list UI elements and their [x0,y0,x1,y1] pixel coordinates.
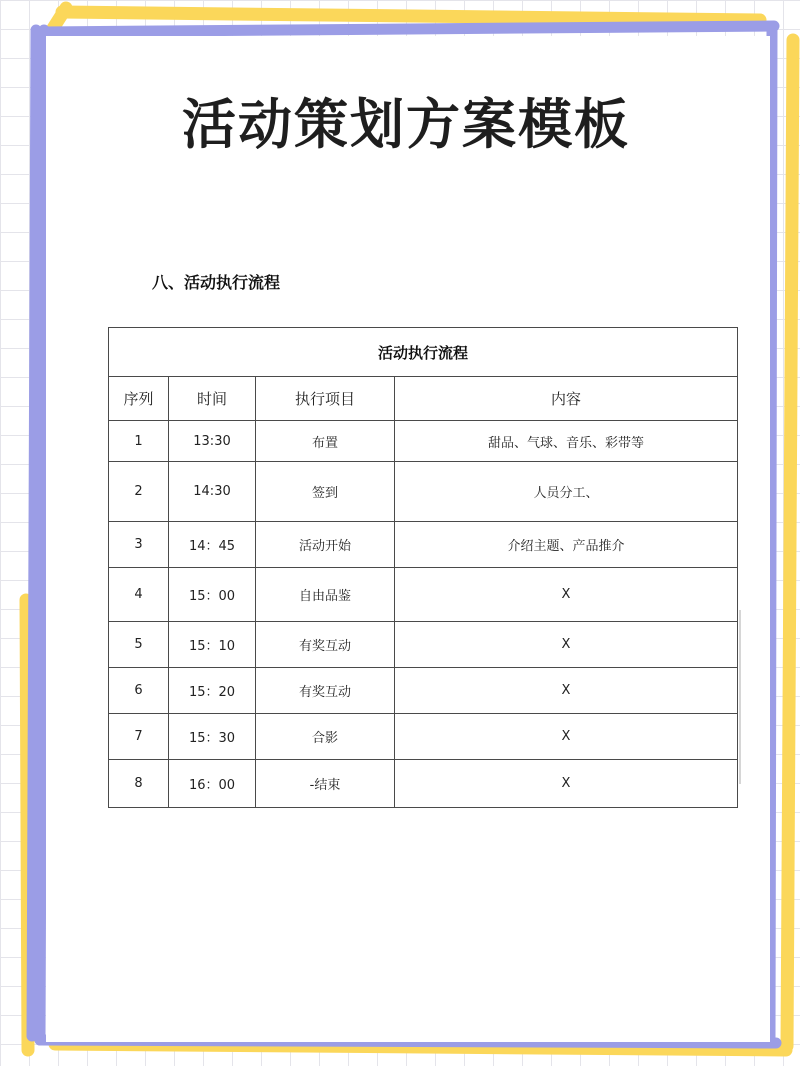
column-header-sequence: 序列 [109,377,169,421]
cell-sequence: 3 [109,522,169,568]
cell-time: 15：20 [169,668,256,714]
table-row [109,714,738,760]
section-heading: 八、活动执行流程 [152,273,281,292]
cell-item: 布置 [256,421,395,462]
cell-content: X [395,668,738,714]
cell-item: 有奖互动 [256,668,395,714]
cell-sequence: 7 [109,714,169,760]
table-caption-row [109,328,738,377]
cell-time: 14：45 [169,522,256,568]
cell-content: X [395,714,738,760]
cell-sequence: 2 [109,462,169,522]
cell-sequence: 8 [109,760,169,808]
table-row [109,568,738,622]
cell-content: X [395,568,738,622]
table-header-row [109,377,738,421]
column-header-item: 执行项目 [256,377,395,421]
cell-item: 活动开始 [256,522,395,568]
scrollbar[interactable] [739,610,741,784]
cell-time: 15：30 [169,714,256,760]
cell-time: 14:30 [169,462,256,522]
cell-item: 有奖互动 [256,622,395,668]
cell-time: 13:30 [169,421,256,462]
table-row [109,622,738,668]
cell-sequence: 1 [109,421,169,462]
cell-sequence: 5 [109,622,169,668]
cell-item: -结束 [256,760,395,808]
cell-content: X [395,622,738,668]
cell-sequence: 4 [109,568,169,622]
execution-flow-table [108,327,738,808]
cell-time: 16：00 [169,760,256,808]
table-row [109,462,738,522]
table-row [109,760,738,808]
cell-content: 介绍主题、产品推介 [395,522,738,568]
cell-item: 签到 [256,462,395,522]
cell-content: X [395,760,738,808]
column-header-time: 时间 [169,377,256,421]
cell-time: 15：10 [169,622,256,668]
table-caption: 活动执行流程 [109,328,738,377]
cell-content: 人员分工、 [395,462,738,522]
cell-content: 甜品、气球、音乐、彩带等 [395,421,738,462]
column-header-content: 内容 [395,377,738,421]
table-row [109,421,738,462]
cell-item: 自由品鉴 [256,568,395,622]
document-title: 活动策划方案模板 [182,93,630,156]
cell-time: 15：00 [169,568,256,622]
table-row [109,668,738,714]
table-row [109,522,738,568]
cell-sequence: 6 [109,668,169,714]
cell-item: 合影 [256,714,395,760]
